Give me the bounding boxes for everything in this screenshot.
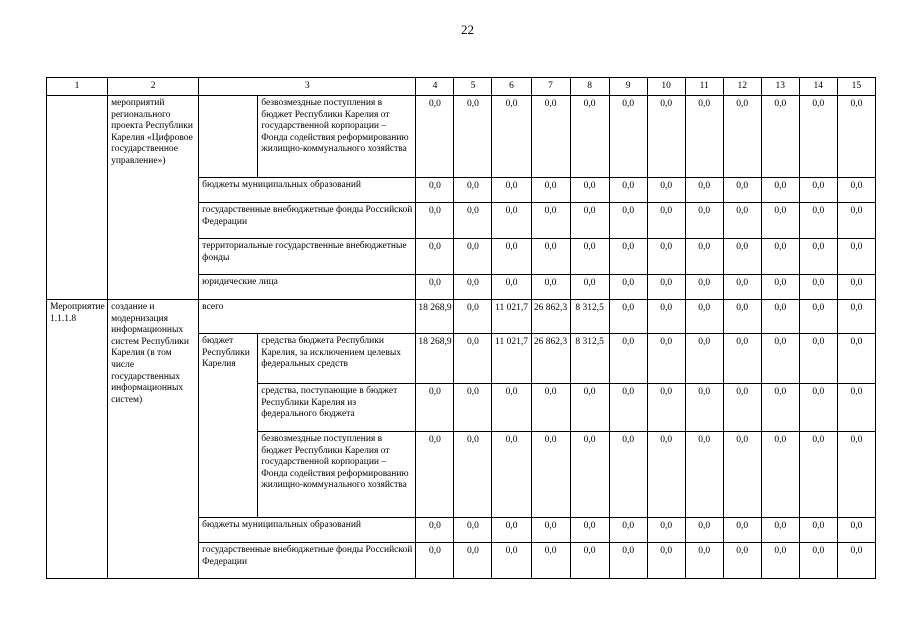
value-cell: 0,0 — [837, 432, 875, 518]
value-cell: 0,0 — [799, 334, 837, 384]
value-cell: 0,0 — [799, 543, 837, 579]
value-cell: 0,0 — [531, 384, 570, 432]
value-cell: 0,0 — [761, 432, 799, 518]
value-cell: 0,0 — [454, 239, 492, 275]
value-cell: 0,0 — [570, 384, 609, 432]
value-cell: 0,0 — [799, 384, 837, 432]
value-cell: 0,0 — [609, 275, 647, 300]
value-cell: 0,0 — [685, 518, 723, 543]
value-cell: 0,0 — [723, 432, 761, 518]
value-cell: 0,0 — [647, 96, 685, 178]
column-header: 8 — [570, 78, 609, 96]
value-cell: 0,0 — [609, 432, 647, 518]
value-cell: 0,0 — [416, 178, 454, 203]
value-cell: 0,0 — [837, 543, 875, 579]
column-header: 3 — [199, 78, 416, 96]
funding-source-cell: безвозмездные поступления в бюджет Республики Карелия от государственной корпорации – Фонда содействия реформированию жилищно-коммунального хозяйства — [258, 96, 416, 178]
value-cell: 0,0 — [416, 384, 454, 432]
column-header: 7 — [531, 78, 570, 96]
value-cell: 0,0 — [570, 239, 609, 275]
value-cell: 0,0 — [761, 543, 799, 579]
value-cell: 0,0 — [723, 239, 761, 275]
value-cell: 0,0 — [570, 178, 609, 203]
column-header: 14 — [799, 78, 837, 96]
funding-source-cell: всего — [199, 300, 416, 334]
value-cell: 0,0 — [723, 334, 761, 384]
value-cell: 0,0 — [570, 275, 609, 300]
value-cell: 8 312,5 — [570, 300, 609, 334]
value-cell: 0,0 — [723, 384, 761, 432]
value-cell: 0,0 — [837, 384, 875, 432]
value-cell: 0,0 — [609, 543, 647, 579]
value-cell: 0,0 — [609, 384, 647, 432]
value-cell: 0,0 — [837, 518, 875, 543]
value-cell: 0,0 — [685, 334, 723, 384]
value-cell: 0,0 — [570, 518, 609, 543]
value-cell: 0,0 — [799, 239, 837, 275]
value-cell: 0,0 — [685, 543, 723, 579]
value-cell: 0,0 — [531, 203, 570, 239]
value-cell: 0,0 — [416, 518, 454, 543]
value-cell: 0,0 — [837, 239, 875, 275]
value-cell: 0,0 — [531, 518, 570, 543]
value-cell: 0,0 — [416, 275, 454, 300]
value-cell: 0,0 — [761, 384, 799, 432]
value-cell: 0,0 — [723, 518, 761, 543]
page-number: 22 — [461, 22, 474, 37]
event-code-cell — [47, 96, 108, 300]
value-cell: 0,0 — [837, 178, 875, 203]
value-cell: 11 021,7 — [492, 300, 531, 334]
value-cell: 0,0 — [723, 543, 761, 579]
value-cell: 0,0 — [492, 275, 531, 300]
value-cell: 26 862,3 — [531, 300, 570, 334]
column-header: 6 — [492, 78, 531, 96]
value-cell: 0,0 — [799, 300, 837, 334]
value-cell: 0,0 — [416, 96, 454, 178]
value-cell: 0,0 — [609, 300, 647, 334]
event-name-cell: создание и модернизация информационных систем Республики Карелия (в том числе государственных информационных систем) — [108, 300, 199, 579]
value-cell: 0,0 — [492, 384, 531, 432]
value-cell: 26 862,3 — [531, 334, 570, 384]
budget-group-cell: бюджет Республики Карелия — [199, 334, 258, 518]
value-cell: 0,0 — [492, 432, 531, 518]
value-cell: 0,0 — [492, 543, 531, 579]
value-cell: 0,0 — [647, 275, 685, 300]
value-cell: 0,0 — [685, 239, 723, 275]
value-cell: 0,0 — [761, 239, 799, 275]
budget-table — [46, 77, 876, 579]
value-cell: 0,0 — [416, 239, 454, 275]
value-cell: 0,0 — [761, 334, 799, 384]
value-cell: 0,0 — [685, 203, 723, 239]
value-cell: 0,0 — [454, 334, 492, 384]
value-cell: 0,0 — [609, 518, 647, 543]
value-cell: 0,0 — [761, 300, 799, 334]
value-cell: 0,0 — [761, 518, 799, 543]
value-cell: 0,0 — [761, 275, 799, 300]
funding-source-cell: государственные внебюджетные фонды Российской Федерации — [199, 543, 416, 579]
value-cell: 0,0 — [570, 96, 609, 178]
value-cell: 0,0 — [685, 384, 723, 432]
value-cell: 0,0 — [454, 518, 492, 543]
value-cell: 0,0 — [761, 178, 799, 203]
value-cell: 0,0 — [609, 239, 647, 275]
value-cell: 0,0 — [799, 178, 837, 203]
value-cell: 0,0 — [647, 239, 685, 275]
value-cell: 0,0 — [723, 203, 761, 239]
value-cell: 0,0 — [837, 300, 875, 334]
value-cell: 0,0 — [609, 203, 647, 239]
funding-source-cell: территориальные государственные внебюджетные фонды — [199, 239, 416, 275]
value-cell: 0,0 — [799, 275, 837, 300]
value-cell: 0,0 — [454, 178, 492, 203]
value-cell: 0,0 — [837, 203, 875, 239]
value-cell: 0,0 — [492, 96, 531, 178]
value-cell: 0,0 — [531, 96, 570, 178]
value-cell: 0,0 — [799, 96, 837, 178]
column-header: 12 — [723, 78, 761, 96]
value-cell: 0,0 — [685, 275, 723, 300]
value-cell: 8 312,5 — [570, 334, 609, 384]
column-header: 2 — [108, 78, 199, 96]
value-cell: 0,0 — [685, 96, 723, 178]
funding-source-cell: средства, поступающие в бюджет Республики Карелия из федерального бюджета — [258, 384, 416, 432]
column-header: 9 — [609, 78, 647, 96]
value-cell: 0,0 — [685, 300, 723, 334]
value-cell: 0,0 — [647, 384, 685, 432]
value-cell: 0,0 — [492, 203, 531, 239]
value-cell: 18 268,9 — [416, 300, 454, 334]
value-cell: 0,0 — [531, 543, 570, 579]
value-cell: 0,0 — [531, 275, 570, 300]
funding-source-cell: юридические лица — [199, 275, 416, 300]
value-cell: 0,0 — [761, 203, 799, 239]
value-cell: 0,0 — [647, 432, 685, 518]
value-cell: 0,0 — [454, 300, 492, 334]
value-cell: 0,0 — [570, 543, 609, 579]
value-cell: 0,0 — [492, 239, 531, 275]
value-cell: 0,0 — [647, 178, 685, 203]
value-cell: 0,0 — [799, 432, 837, 518]
column-header: 5 — [454, 78, 492, 96]
value-cell: 0,0 — [723, 275, 761, 300]
table-row — [47, 96, 876, 178]
funding-source-cell: бюджеты муниципальных образований — [199, 178, 416, 203]
value-cell: 0,0 — [723, 300, 761, 334]
value-cell: 0,0 — [647, 334, 685, 384]
value-cell: 0,0 — [531, 178, 570, 203]
value-cell: 0,0 — [761, 96, 799, 178]
value-cell: 0,0 — [837, 96, 875, 178]
value-cell: 0,0 — [685, 432, 723, 518]
value-cell: 0,0 — [609, 334, 647, 384]
value-cell: 0,0 — [647, 300, 685, 334]
value-cell: 0,0 — [416, 203, 454, 239]
event-code-cell: Мероприятие 1.1.1.8 — [47, 300, 108, 579]
value-cell: 0,0 — [570, 432, 609, 518]
value-cell: 0,0 — [531, 239, 570, 275]
value-cell: 0,0 — [454, 275, 492, 300]
value-cell: 0,0 — [647, 203, 685, 239]
value-cell: 0,0 — [531, 432, 570, 518]
value-cell: 0,0 — [723, 178, 761, 203]
funding-source-cell: государственные внебюджетные фонды Российской Федерации — [199, 203, 416, 239]
value-cell: 0,0 — [609, 96, 647, 178]
value-cell: 0,0 — [837, 275, 875, 300]
value-cell: 0,0 — [799, 518, 837, 543]
value-cell: 0,0 — [416, 432, 454, 518]
column-header: 10 — [647, 78, 685, 96]
value-cell: 0,0 — [570, 203, 609, 239]
table-row — [47, 300, 876, 334]
value-cell: 0,0 — [454, 384, 492, 432]
value-cell: 0,0 — [647, 543, 685, 579]
column-header: 11 — [685, 78, 723, 96]
value-cell: 0,0 — [416, 543, 454, 579]
column-header: 4 — [416, 78, 454, 96]
value-cell: 0,0 — [685, 178, 723, 203]
table-header-row — [47, 78, 876, 96]
value-cell: 0,0 — [454, 432, 492, 518]
value-cell: 0,0 — [454, 203, 492, 239]
value-cell: 0,0 — [454, 543, 492, 579]
value-cell: 0,0 — [647, 518, 685, 543]
column-header: 1 — [47, 78, 108, 96]
value-cell: 0,0 — [723, 96, 761, 178]
value-cell: 0,0 — [492, 178, 531, 203]
value-cell: 0,0 — [454, 96, 492, 178]
value-cell: 11 021,7 — [492, 334, 531, 384]
column-header: 13 — [761, 78, 799, 96]
value-cell: 0,0 — [492, 518, 531, 543]
value-cell: 0,0 — [837, 334, 875, 384]
budget-group-cell — [199, 96, 258, 178]
event-name-cell: мероприятий регионального проекта Республики Карелия «Цифровое государственное управление») — [108, 96, 199, 300]
funding-source-cell: бюджеты муниципальных образований — [199, 518, 416, 543]
column-header: 15 — [837, 78, 875, 96]
funding-source-cell: безвозмездные поступления в бюджет Республики Карелия от государственной корпорации – Фонда содействия реформированию жилищно-коммунального хозяйства — [258, 432, 416, 518]
value-cell: 0,0 — [609, 178, 647, 203]
value-cell: 18 268,9 — [416, 334, 454, 384]
value-cell: 0,0 — [799, 203, 837, 239]
funding-source-cell: средства бюджета Республики Карелия, за исключением целевых федеральных средств — [258, 334, 416, 384]
